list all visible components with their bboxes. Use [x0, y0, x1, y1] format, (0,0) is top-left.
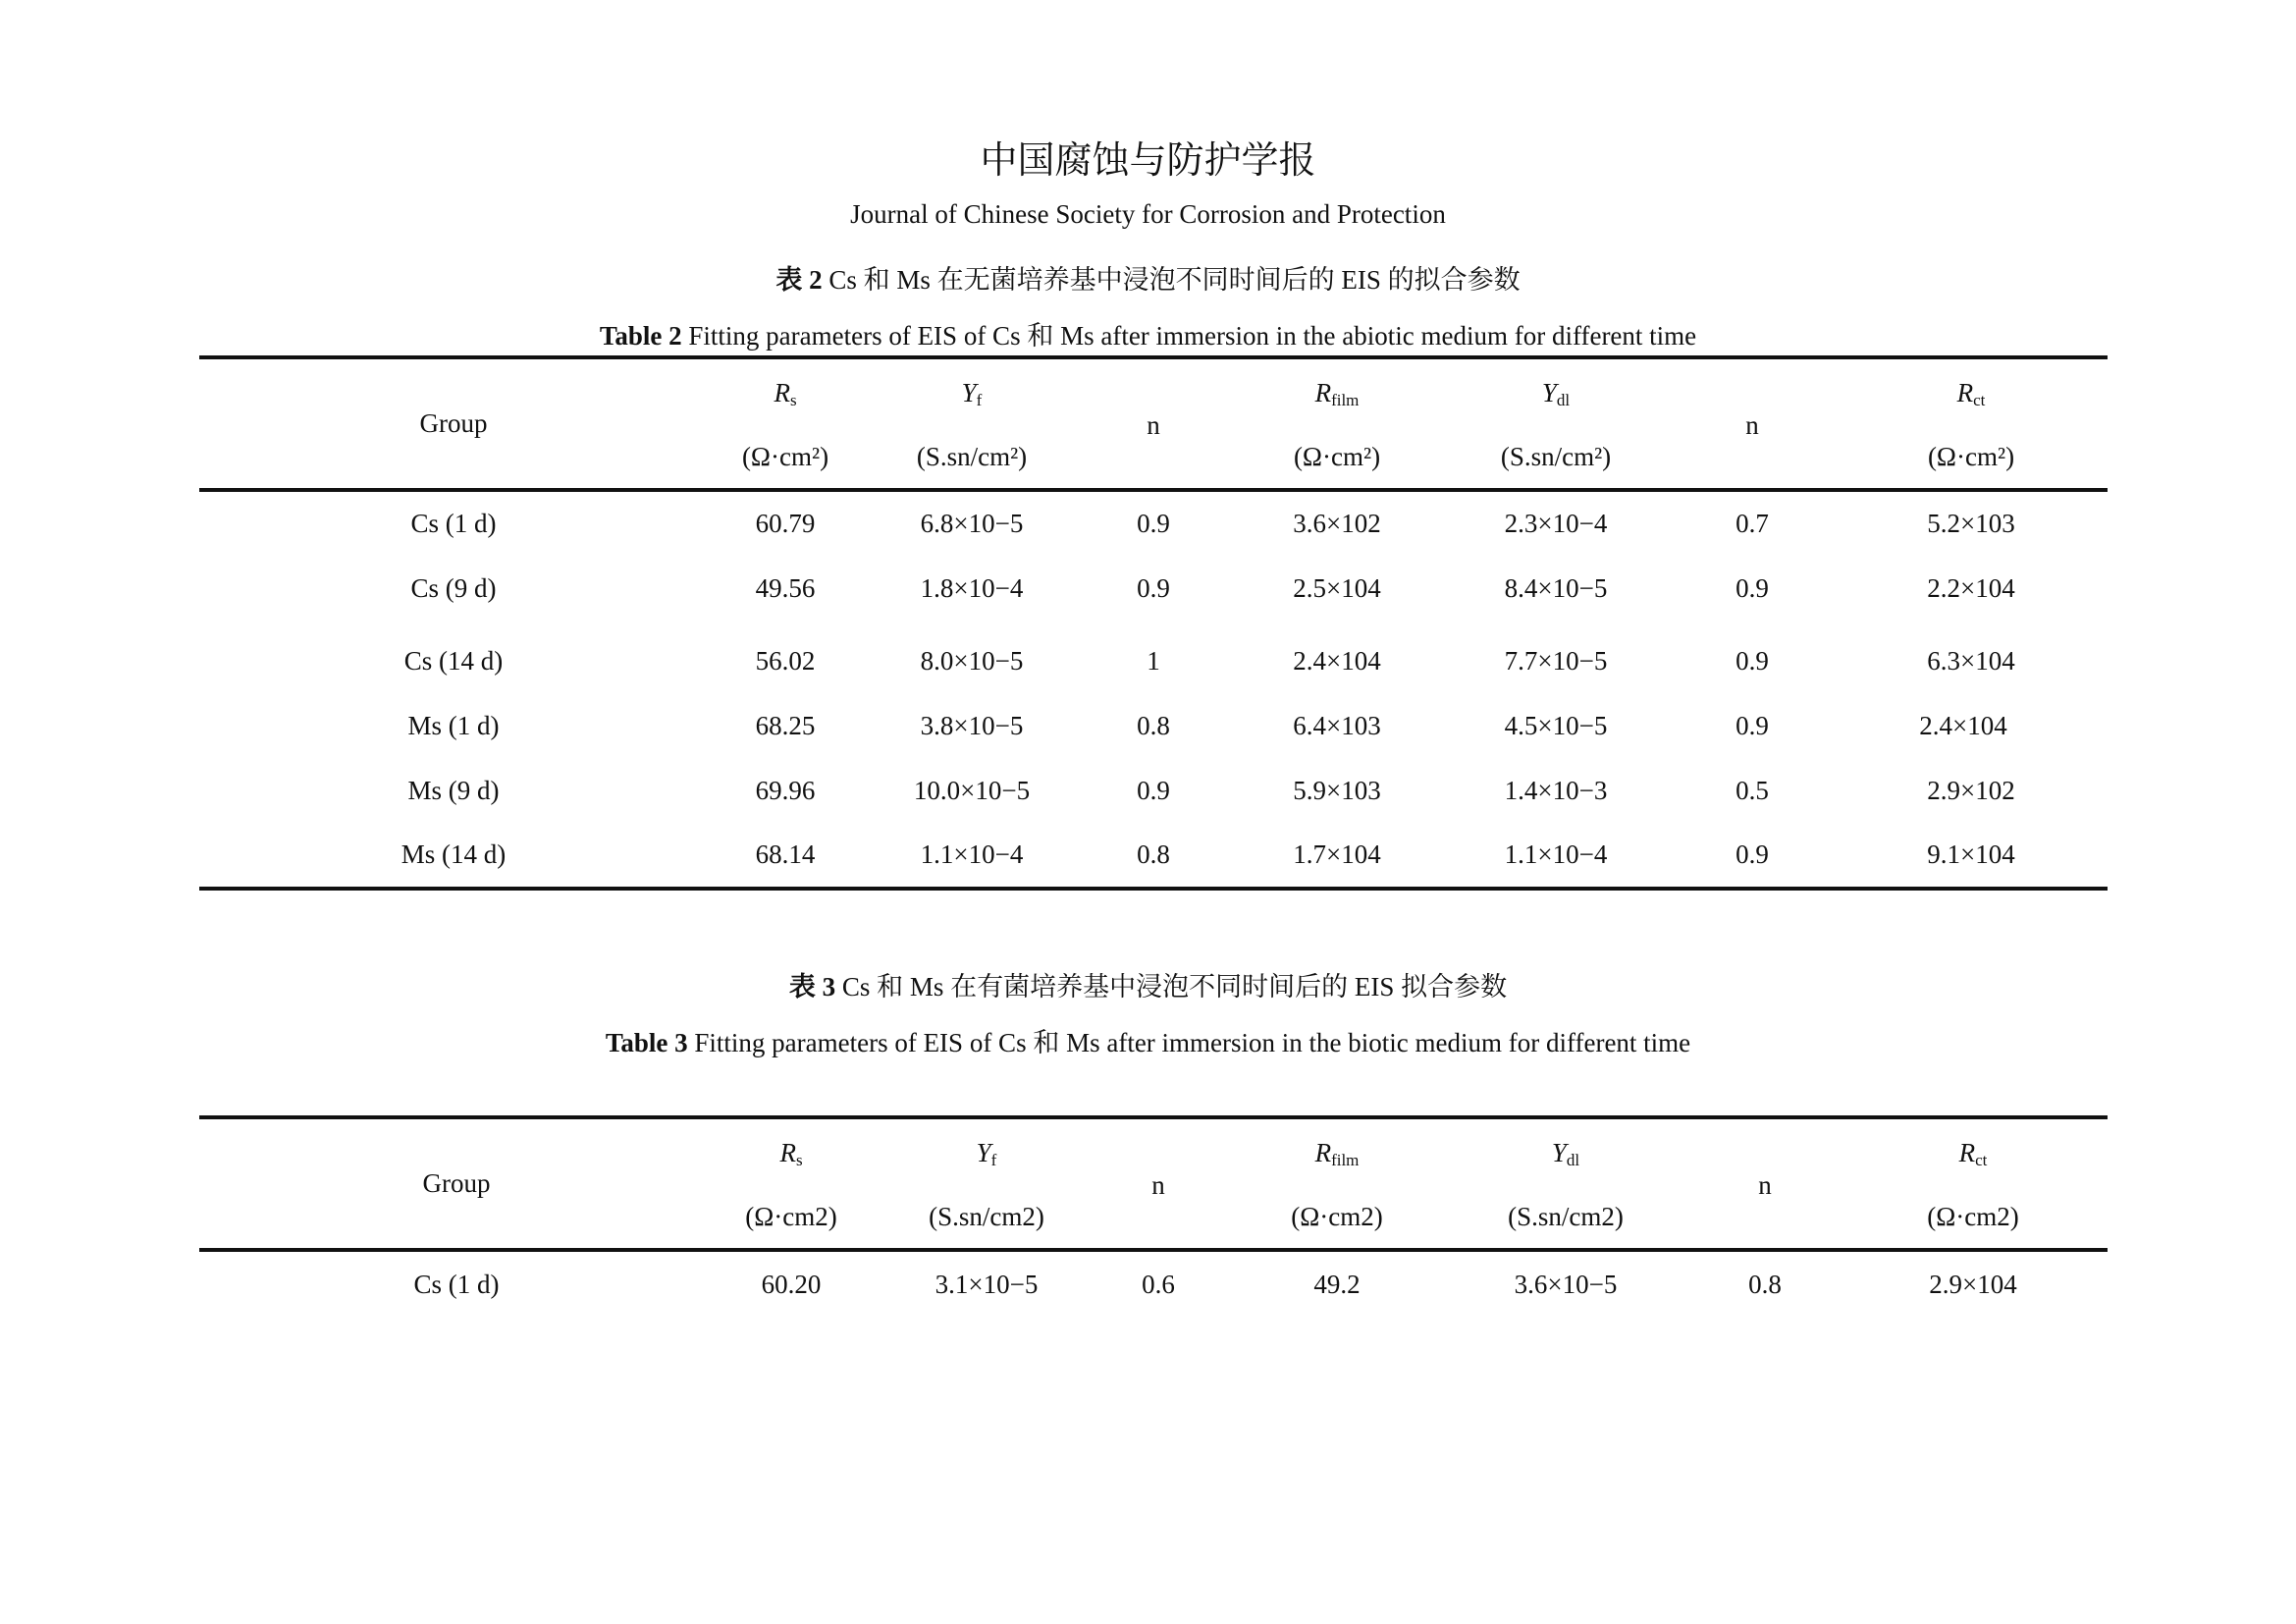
table2-cell: 5.9×103: [1293, 776, 1381, 805]
table2-cell: 60.79: [755, 509, 816, 538]
table2-cell: 0.9: [1735, 573, 1769, 603]
table3-header-n2: n: [1758, 1170, 1772, 1200]
table2-cell: 8.0×10−5: [920, 646, 1024, 676]
table2-cell: 7.7×10−5: [1504, 646, 1608, 676]
table2-cell: 49.56: [755, 573, 816, 603]
table2-cell: 0.9: [1735, 646, 1769, 676]
table2-cell: 6.8×10−5: [920, 509, 1024, 538]
table3-caption-cn: [0, 965, 2296, 1003]
table2-caption-cn: [0, 258, 2296, 297]
table3-header-ydl: $Y_{dl}$: [1551, 1138, 1580, 1169]
table2-header-rfilm: $R_{film}$: [1314, 378, 1360, 409]
table2-cell: 2.4×104: [1293, 646, 1381, 676]
table3-caption-cn-text: Cs 和 Ms 在有菌培养基中浸泡不同时间后的 EIS 拟合参数: [835, 972, 1508, 1001]
table3-header-rfilm: $R_{film}$: [1314, 1138, 1360, 1169]
table3-caption-en: [0, 1021, 2296, 1059]
table2-header-group: Group: [419, 408, 488, 438]
table2-cell: 0.9: [1137, 776, 1170, 805]
table2-cell: 10.0×10−5: [913, 776, 1031, 805]
table2-cell: 68.14: [755, 839, 816, 869]
table3-caption-en-text: Fitting parameters of EIS of Cs 和 Ms after immersion in the biotic medium for different time: [687, 1028, 1691, 1057]
table3-header-rct-unit: (Ω·cm2): [1927, 1202, 2019, 1231]
table2-cell: Ms (14 d): [400, 839, 507, 869]
table3-header-rule: [199, 1248, 2108, 1252]
table3-top-rule: [199, 1115, 2108, 1119]
table2-cell: Ms (1 d): [407, 711, 500, 740]
table2-cell: 0.8: [1137, 711, 1170, 740]
table2-header-ydl-unit: (S.sn/cm²): [1500, 442, 1612, 471]
table3-header-yf-unit: (S.sn/cm2): [929, 1202, 1044, 1231]
table2-cell: 0.9: [1735, 711, 1769, 740]
table2-caption-cn-text: Cs 和 Ms 在无菌培养基中浸泡不同时间后的 EIS 的拟合参数: [822, 265, 1521, 295]
table2-cell: 3.6×102: [1293, 509, 1381, 538]
table2-header-rule: [199, 488, 2108, 492]
table2-cell: 5.2×103: [1927, 509, 2015, 538]
table3-cell: 0.6: [1142, 1270, 1175, 1299]
table3-caption-cn-label: 表 3: [788, 972, 836, 1001]
table3-header-rs: $R_s$: [779, 1138, 803, 1169]
table2-cell: Cs (1 d): [410, 509, 497, 538]
table2-header-rct: $R_{ct}$: [1956, 378, 1986, 409]
table2-cell: Cs (9 d): [410, 573, 497, 603]
journal-title-en: Journal of Chinese Society for Corrosion and Protection: [850, 199, 1446, 229]
table2-cell: 2.9×102: [1927, 776, 2015, 805]
table2-header-rfilm-unit: (Ω·cm²): [1293, 442, 1381, 471]
table2-cell: 6.4×103: [1293, 711, 1381, 740]
table2-cell: 4.5×10−5: [1504, 711, 1608, 740]
table2-cell: 2.3×10−4: [1504, 509, 1608, 538]
table2-cell: 1.1×10−4: [1504, 839, 1608, 869]
table3-caption-en-label: Table 3: [605, 1028, 688, 1057]
table2-header-n2: n: [1745, 410, 1759, 440]
table2-cell: 3.8×10−5: [920, 711, 1024, 740]
table3-header-yf: $Y_f$: [976, 1138, 997, 1169]
table3-header-ydl-unit: (S.sn/cm2): [1508, 1202, 1624, 1231]
table2-cell: 2.5×104: [1293, 573, 1381, 603]
table2-cell: 2.2×104: [1927, 573, 2015, 603]
table2-header-rs: $R_s$: [774, 378, 797, 409]
table2-caption-en-text: Fitting parameters of EIS of Cs 和 Ms after immersion in the abiotic medium for different time: [681, 321, 1697, 351]
table3-header-n1: n: [1151, 1170, 1165, 1200]
table2-bottom-rule: [199, 887, 2108, 891]
table2-caption-en-label: Table 2: [599, 321, 682, 351]
table2-cell: 0.9: [1137, 509, 1170, 538]
table2-header-yf: $Y_f$: [961, 378, 983, 409]
journal-title-cn: 中国腐蚀与防护学报: [980, 138, 1316, 182]
table2-cell: Ms (9 d): [407, 776, 500, 805]
table2-caption-cn-label: 表 2: [775, 265, 823, 295]
table2-caption-en: [0, 314, 2296, 352]
table2-cell: 0.5: [1735, 776, 1769, 805]
table2-cell: 56.02: [755, 646, 816, 676]
table2-cell: 0.9: [1137, 573, 1170, 603]
table3-cell: 3.1×10−5: [934, 1270, 1039, 1299]
table2-cell: 1.4×10−3: [1504, 776, 1608, 805]
table2-cell: 8.4×10−5: [1504, 573, 1608, 603]
table2-cell: 1.1×10−4: [920, 839, 1024, 869]
table2-cell: 68.25: [755, 711, 816, 740]
table2-cell: 1: [1147, 646, 1160, 676]
table2-header-ydl: $Y_{dl}$: [1541, 378, 1571, 409]
table2-cell: Cs (14 d): [403, 646, 504, 676]
table3-cell: Cs (1 d): [413, 1270, 500, 1299]
table2-header-n1: n: [1147, 410, 1160, 440]
table2-top-rule: [199, 355, 2108, 359]
table3-cell: 49.2: [1313, 1270, 1361, 1299]
table3-header-group: Group: [422, 1168, 491, 1198]
table2-cell: 1.7×104: [1293, 839, 1381, 869]
table2-cell: 1.8×10−4: [920, 573, 1024, 603]
table3-header-rct: $R_{ct}$: [1958, 1138, 1988, 1169]
table3-cell: 0.8: [1748, 1270, 1782, 1299]
table2-header-yf-unit: (S.sn/cm²): [916, 442, 1028, 471]
table2-cell: 6.3×104: [1927, 646, 2015, 676]
table3-cell: 3.6×10−5: [1514, 1270, 1618, 1299]
table2-cell: 2.4×104: [1919, 711, 2007, 740]
table3-cell: 2.9×104: [1929, 1270, 2017, 1299]
table2-cell: 0.9: [1735, 839, 1769, 869]
table2-cell: 0.7: [1735, 509, 1769, 538]
table3-header-rfilm-unit: (Ω·cm2): [1291, 1202, 1383, 1231]
table2-cell: 0.8: [1137, 839, 1170, 869]
table2-cell: 9.1×104: [1927, 839, 2015, 869]
table2-header-rs-unit: (Ω·cm²): [741, 442, 829, 471]
table3-header-rs-unit: (Ω·cm2): [745, 1202, 837, 1231]
table2-cell: 69.96: [755, 776, 816, 805]
table2-header-rct-unit: (Ω·cm²): [1927, 442, 2015, 471]
table3-cell: 60.20: [761, 1270, 822, 1299]
